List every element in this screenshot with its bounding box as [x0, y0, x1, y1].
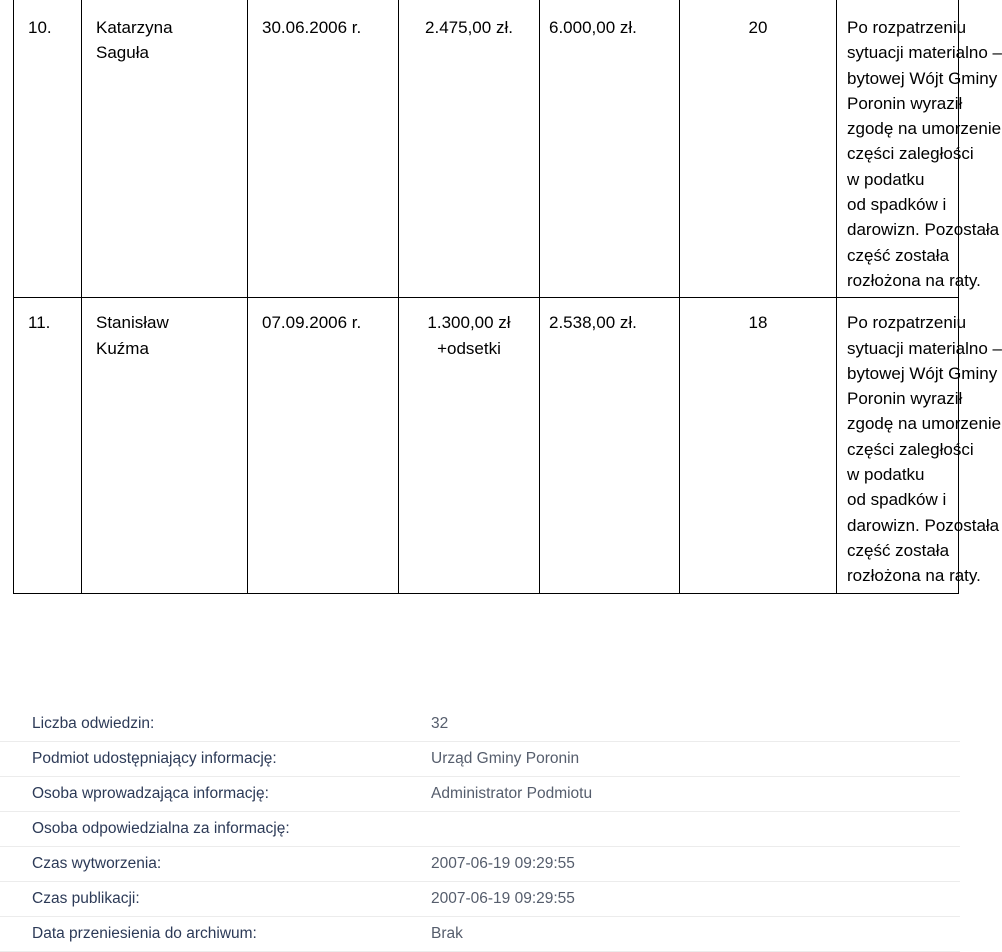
meta-row-archived [0, 917, 960, 952]
meta-row-visits [0, 707, 960, 742]
note-line: bytowej Wójt Gminy [847, 363, 998, 383]
note-line: w podatku [847, 169, 925, 189]
note-line: zgodę na umorzenie [847, 414, 1002, 434]
note-line: sytuacji materialno – [847, 43, 1002, 63]
note-line: w podatku [847, 465, 925, 485]
cell-decision: 6.000,00 zł. [540, 0, 680, 298]
note-line: Po rozpatrzeniu [847, 18, 967, 37]
meta-value: 2007-06-19 09:29:55 [431, 855, 575, 872]
table-row [14, 298, 959, 593]
note-line: Po rozpatrzeniu [847, 313, 967, 333]
debt-table [13, 0, 1002, 594]
meta-label: Osoba odpowiedzialna za informację: [32, 820, 290, 837]
meta-value: Urząd Gminy Poronin [431, 750, 580, 767]
cell-amount [399, 298, 540, 593]
cell-lp: 11. [14, 298, 82, 593]
meta-label: Liczba odwiedzin: [32, 715, 155, 732]
cell-note [837, 298, 1002, 593]
meta-value: 32 [431, 715, 449, 732]
cell-name [82, 298, 248, 593]
meta-label: Czas wytworzenia: [32, 855, 162, 872]
note-line: sytuacji materialno – [847, 338, 1002, 358]
cell-number: 18 [680, 298, 837, 593]
note-line: części zaległości [847, 144, 974, 164]
meta-row-published [0, 882, 960, 917]
name-line: Kuźma [96, 338, 149, 358]
note-line: rozłożona na raty. [847, 566, 981, 586]
meta-value: 2007-06-19 09:29:55 [431, 890, 575, 907]
meta-label: Podmiot udostępniający informację: [32, 750, 277, 767]
document-metadata [0, 707, 960, 952]
note-line: od spadków i [847, 490, 947, 510]
note-line: Poronin wyraził [847, 93, 963, 113]
cell-date: 30.06.2006 r. [248, 0, 399, 298]
meta-row-created [0, 847, 960, 882]
amount-line: 1.300,00 zł [427, 313, 511, 333]
cell-date: 07.09.2006 r. [248, 298, 399, 593]
note-line: darowizn. Pozostała [847, 220, 1000, 240]
cell-amount [399, 0, 540, 298]
meta-value: Brak [431, 925, 463, 942]
cell-lp: 10. [14, 0, 82, 298]
meta-value: Administrator Podmiotu [431, 785, 593, 802]
cell-decision: 2.538,00 zł. [540, 298, 680, 593]
note-line: od spadków i [847, 195, 947, 215]
note-line: zgodę na umorzenie [847, 119, 1002, 139]
cell-name [82, 0, 248, 298]
note-line: część została [847, 245, 950, 265]
cell-number: 20 [680, 0, 837, 298]
table-row [14, 0, 959, 298]
cell-note [837, 0, 1002, 298]
meta-label: Data przeniesienia do archiwum: [32, 925, 257, 942]
name-line: Katarzyna [96, 18, 173, 37]
amount-line: 2.475,00 zł. [425, 18, 513, 37]
meta-row-publisher [0, 742, 960, 777]
meta-label: Osoba wprowadzająca informację: [32, 785, 269, 802]
note-line: bytowej Wójt Gminy [847, 68, 998, 88]
name-line: Saguła [96, 43, 149, 63]
note-line: darowizn. Pozostała [847, 515, 1000, 535]
note-line: rozłożona na raty. [847, 270, 981, 290]
meta-row-entered-by [0, 777, 960, 812]
meta-row-responsible [0, 812, 960, 847]
name-line: Stanisław [96, 313, 169, 333]
note-line: części zaległości [847, 439, 974, 459]
note-line: Poronin wyraził [847, 389, 963, 409]
amount-line: +odsetki [437, 338, 501, 358]
meta-label: Czas publikacji: [32, 890, 140, 907]
note-line: część została [847, 540, 950, 560]
